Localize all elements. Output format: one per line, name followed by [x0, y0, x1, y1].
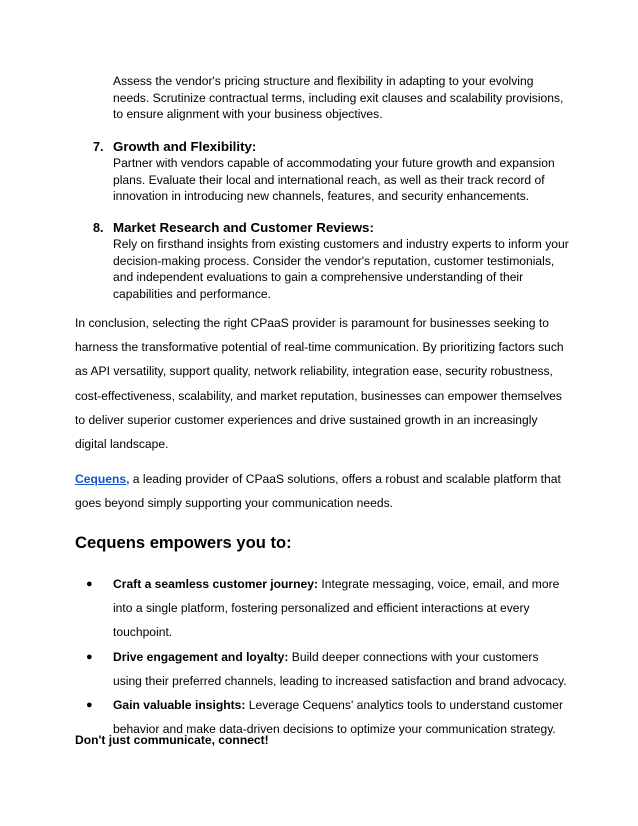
bullet-text: Build deeper connections with your customers using their preferred channels, leading to increased satisfaction and brand advocacy. [113, 649, 567, 688]
closing-line: Don't just communicate, connect! [75, 733, 269, 747]
item-number-8: 8. [93, 221, 104, 235]
cequens-paragraph [75, 467, 570, 515]
bullet-icon: ● [86, 650, 93, 663]
bullet-list [75, 572, 570, 741]
item-title-growth: Growth and Flexibility: [113, 139, 257, 154]
intro-paragraph: Assess the vendor's pricing structure and flexibility in adapting to your evolving needs. Scrutinize contractual terms, including exit clauses and scalability provisions, to ensure alignment with your business objectives. [113, 74, 564, 122]
item-title-market-research: Market Research and Customer Reviews: [113, 220, 374, 235]
bullet-icon: ● [86, 699, 93, 712]
cequens-paragraph-text: a leading provider of CPaaS solutions, offers a robust and scalable platform that goes beyond simply supporting your communication needs. [75, 472, 561, 511]
conclusion-paragraph: In conclusion, selecting the right CPaaS provider is paramount for businesses seeking to harness the transformative potential of real-time communication. By prioritizing factors such as API versatility, support quality, network reliability, integration ease, security robustness, cost-effectiveness, scalability, and market reputation, businesses can empower themselves to deliver superior customer experiences and drive sustained growth in an increasingly digital landscape. [75, 316, 564, 452]
list-item [75, 572, 570, 645]
item-body-growth: Partner with vendors capable of accommodating your future growth and expansion plans. Evaluate their local and international reach, as well as their track record of innovation in introducing new channels, features, and security enhancements. [113, 156, 555, 204]
bullet-bold-text: Craft a seamless customer journey: [113, 577, 319, 591]
cequens-link[interactable]: Cequens, [75, 472, 130, 486]
section-heading: Cequens empowers you to: [75, 533, 292, 552]
bullet-text: Integrate messaging, voice, email, and more into a single platform, fostering personalized and efficient interactions at every touchpoint. [113, 577, 560, 640]
item-number-7: 7. [93, 140, 104, 154]
bullet-bold-text: Gain valuable insights: [113, 698, 246, 713]
bullet-bold-text: Drive engagement and loyalty: [113, 649, 289, 664]
bullet-text: Leverage Cequens' analytics tools to understand customer behavior and make data-driven decisions to optimize your communication strategy. [113, 698, 563, 737]
bullet-icon: ● [86, 578, 93, 590]
list-item [75, 645, 570, 693]
item-body-market-research: Rely on firsthand insights from existing customers and industry experts to inform your decision-making process. Consider the vendor's reputation, customer testimonials, and independent evaluations to gain a comprehensive understanding of their capabilities and performance. [113, 237, 569, 301]
